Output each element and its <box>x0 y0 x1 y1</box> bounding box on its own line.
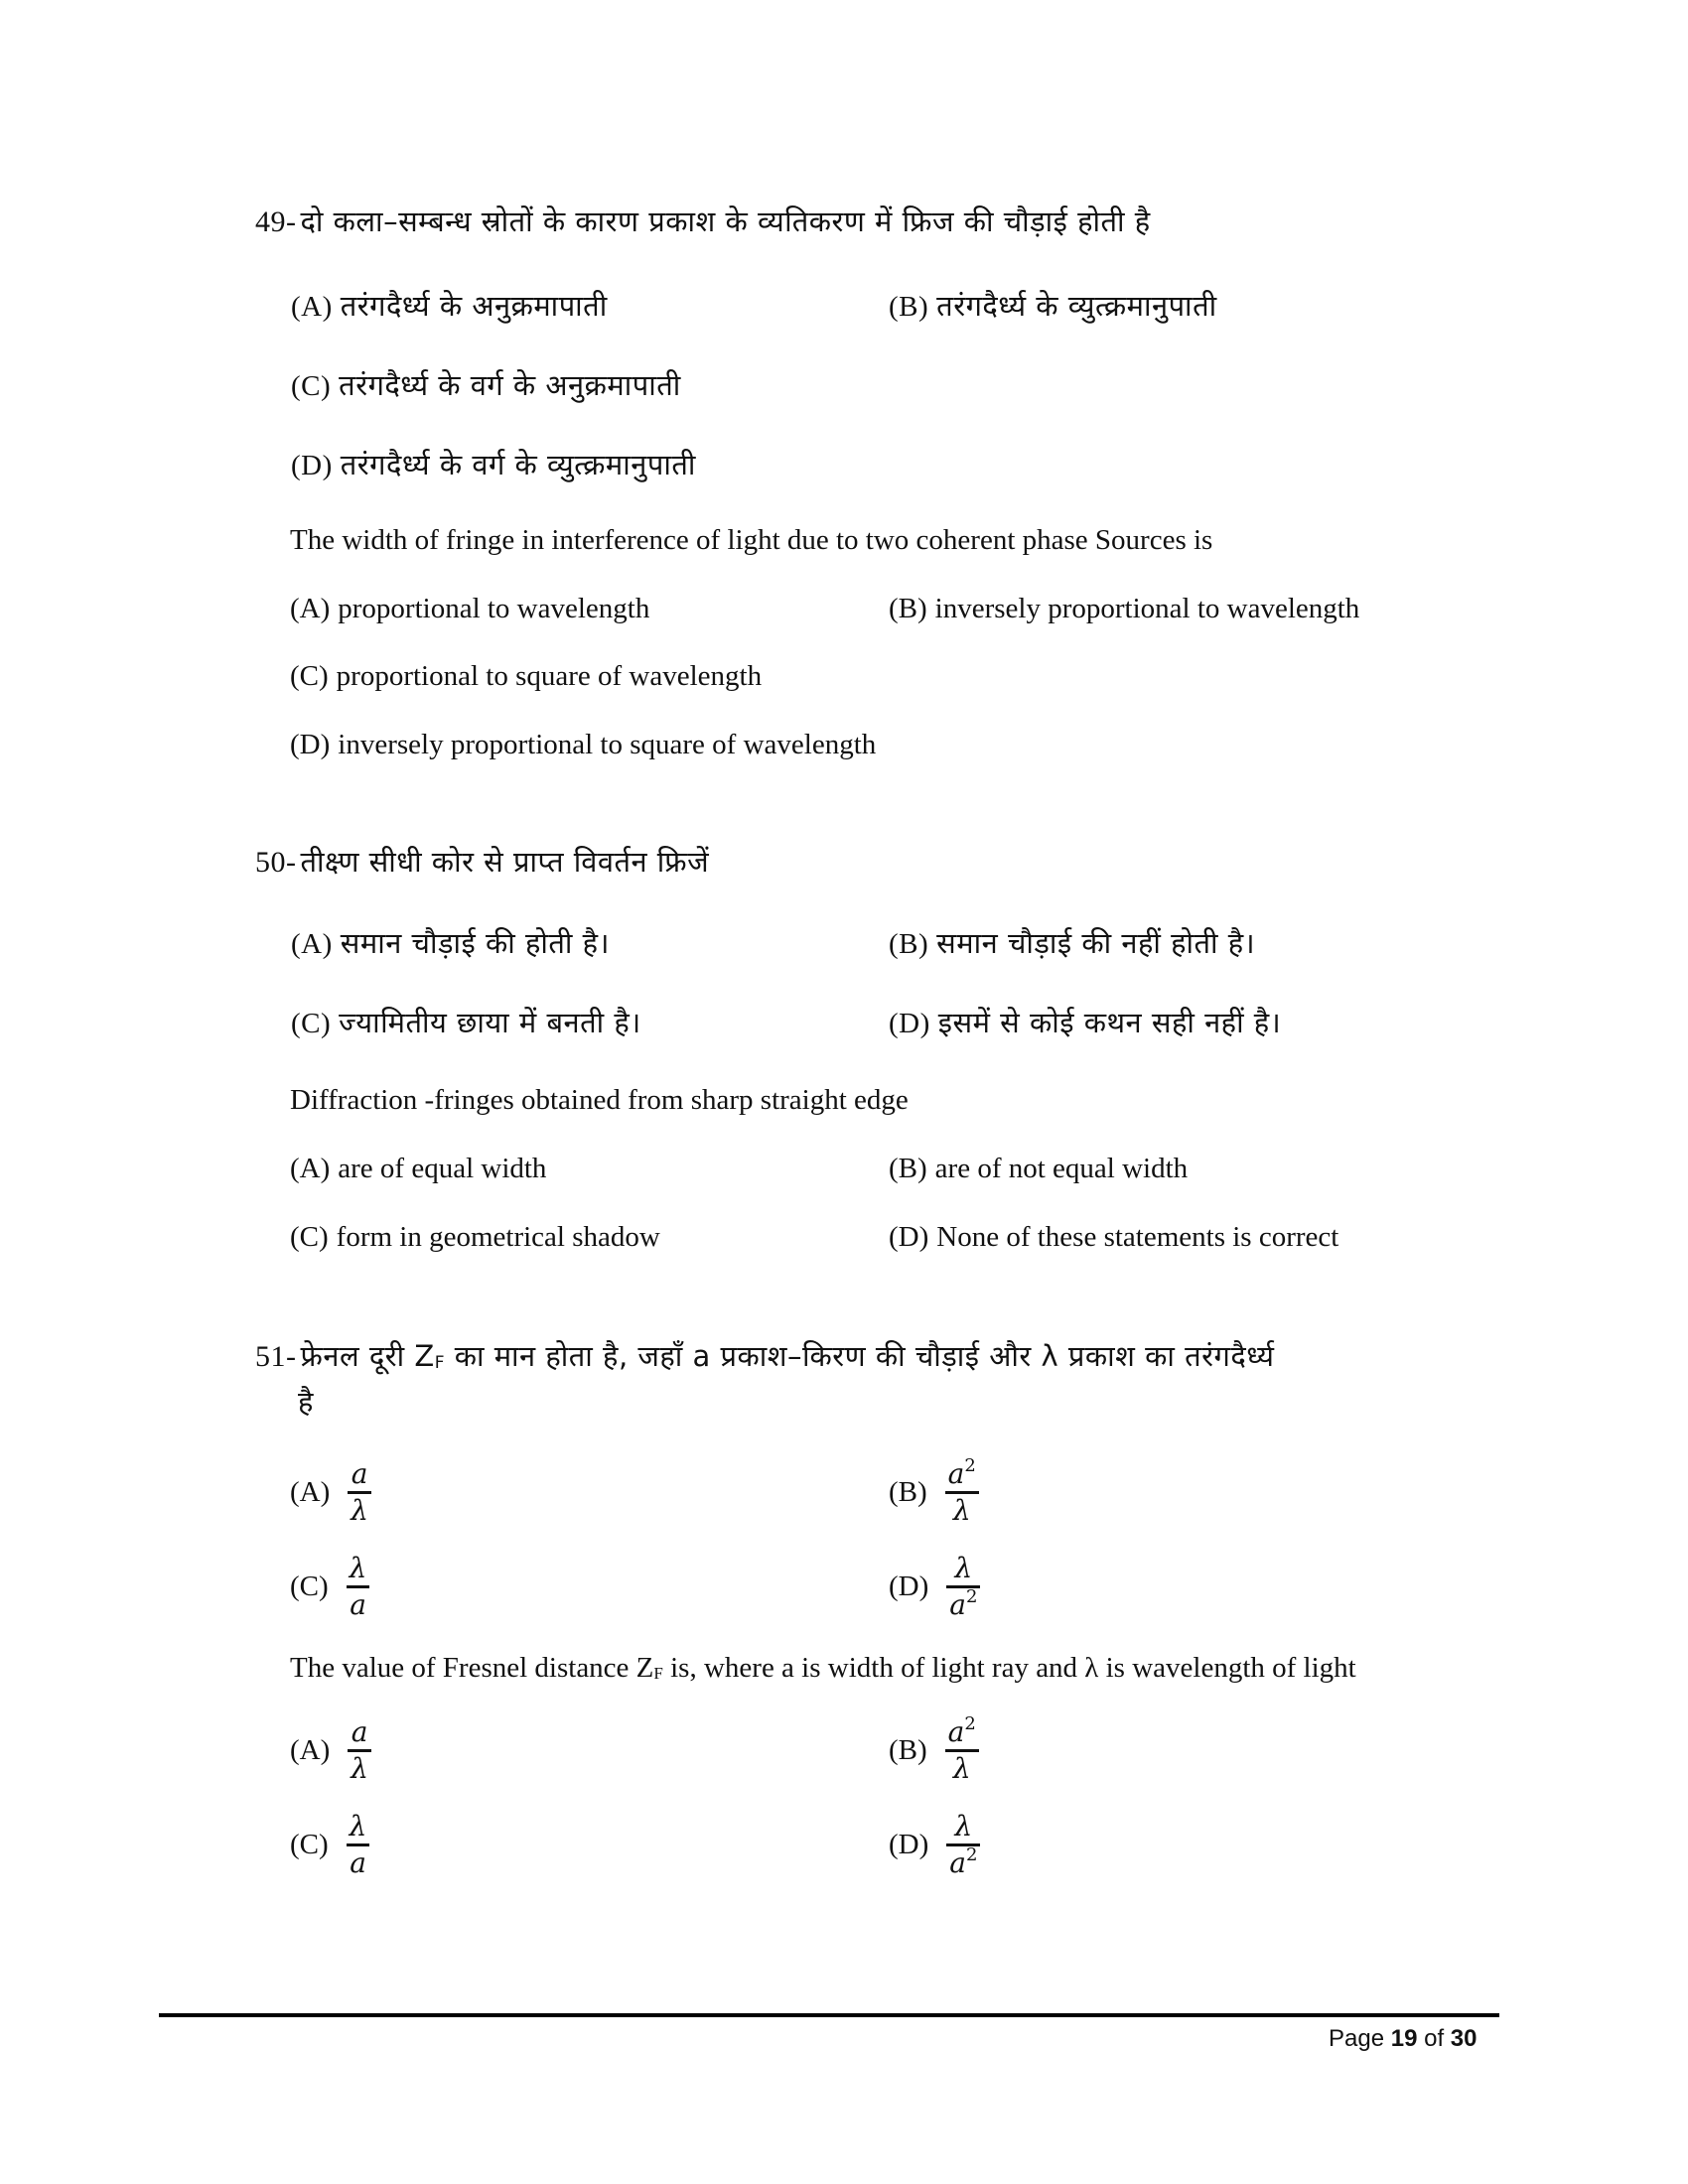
option-text: तरंगदैर्ध्य के वर्ग के व्युत्क्रमानुपाती <box>340 448 696 481</box>
q49-hi-option-b <box>889 286 1217 327</box>
option-text: form in geometrical shadow <box>336 1221 660 1253</box>
option-text: ज्यामितीय छाया में बनती है। <box>339 1006 641 1039</box>
question-text-cont: का मान होता है, जहाँ a प्रकाश–किरण की चौड़ाई और λ प्रकाश का तरंगदैर्ध्य <box>444 1339 1275 1373</box>
page-total: 30 <box>1450 2025 1477 2052</box>
option-label: (D) <box>889 1008 930 1039</box>
option-text: are of not equal width <box>934 1153 1189 1184</box>
option-label: (D) <box>889 1570 929 1602</box>
option-text: इसमें से कोई कथन सही नहीं है। <box>937 1006 1282 1039</box>
option-label: (A) <box>291 928 333 960</box>
fraction: $\frac{a^2}{\lambda}$ <box>945 1457 979 1528</box>
fraction: $\frac{\lambda}{a^2}$ <box>946 1810 980 1880</box>
option-label: (B) <box>889 1476 927 1508</box>
footer-divider <box>159 2013 1499 2017</box>
q51-hi-option-d <box>889 1552 980 1622</box>
question-number: 51- <box>255 1340 297 1373</box>
question-51-hindi <box>255 1336 1274 1383</box>
question-text: तीक्ष्ण सीधी कोर से प्राप्त विवर्तन फ्रिजें <box>300 845 710 879</box>
q51-hi-option-b <box>889 1457 979 1528</box>
option-label: (C) <box>290 660 329 692</box>
q51-hi-option-c <box>290 1552 369 1622</box>
question-50-english: Diffraction -fringes obtained from sharp straight edge <box>290 1084 909 1116</box>
q50-en-option-a <box>290 1149 546 1188</box>
option-label: (A) <box>290 1476 331 1508</box>
q51-en-option-a <box>290 1715 371 1786</box>
question-number: 49- <box>255 205 297 238</box>
option-text: तरंगदैर्ध्य के वर्ग के अनुक्रमापाती <box>339 368 681 402</box>
q50-hi-option-a <box>291 923 610 964</box>
option-label: (C) <box>291 370 332 402</box>
fraction: $\frac{\lambda}{a}$ <box>347 1810 370 1880</box>
fraction: $\frac{\lambda}{a}$ <box>347 1552 370 1622</box>
q50-en-option-c <box>290 1217 660 1257</box>
option-label: (C) <box>290 1570 329 1602</box>
page-prefix: Page <box>1329 2025 1385 2052</box>
option-text: तरंगदैर्ध्य के व्युत्क्रमानुपाती <box>936 289 1217 323</box>
q50-hi-option-c <box>291 1003 641 1043</box>
q50-en-option-b <box>889 1149 1188 1188</box>
fraction: $\frac{\lambda}{a^2}$ <box>946 1552 980 1622</box>
option-text: None of these statements is correct <box>936 1221 1339 1253</box>
question-number: 50- <box>255 846 297 879</box>
page-of: of <box>1424 2025 1445 2052</box>
option-text: समान चौड़ाई की होती है। <box>340 926 611 960</box>
option-text: तरंगदैर्ध्य के अनुक्रमापाती <box>340 289 608 323</box>
q50-hi-option-d <box>889 1003 1281 1043</box>
option-label: (D) <box>889 1221 929 1253</box>
option-text: inversely proportional to wavelength <box>934 593 1360 624</box>
q51-en-option-d <box>889 1810 980 1880</box>
q50-en-option-d <box>889 1217 1338 1257</box>
option-text: proportional to wavelength <box>338 593 650 624</box>
q50-hi-option-b <box>889 923 1255 964</box>
q51-en-option-c <box>290 1810 369 1880</box>
option-label: (C) <box>291 1008 332 1039</box>
option-label: (A) <box>291 291 333 323</box>
question-text: The value of Fresnel distance Z <box>290 1652 654 1684</box>
option-label: (B) <box>889 593 927 624</box>
question-text-cont: is, where a is width of light ray and λ is wavelength of light <box>662 1652 1356 1684</box>
question-text: दो कला–सम्बन्ध स्रोतों के कारण प्रकाश के व्यतिकरण में फ्रिज की चौड़ाई होती है <box>300 205 1151 238</box>
q49-en-option-d <box>290 725 876 764</box>
q51-hi-option-a <box>290 1457 371 1528</box>
option-label: (A) <box>290 1734 331 1766</box>
option-label: (D) <box>889 1829 929 1860</box>
fraction: $\frac{a}{\lambda}$ <box>348 1457 371 1528</box>
question-50-hindi <box>255 842 709 883</box>
question-text: फ्रेनल दूरी Z <box>300 1339 435 1373</box>
page-current: 19 <box>1390 2025 1418 2052</box>
q49-hi-option-a <box>291 286 608 327</box>
fraction: $\frac{a}{\lambda}$ <box>348 1715 371 1786</box>
q49-en-option-b <box>889 589 1359 628</box>
option-label: (D) <box>291 450 333 481</box>
option-label: (A) <box>290 1153 331 1184</box>
option-text: are of equal width <box>338 1153 547 1184</box>
option-label: (C) <box>290 1829 329 1860</box>
question-49-hindi <box>255 202 1151 242</box>
option-label: (A) <box>290 593 331 624</box>
question-49-english: The width of fringe in interference of light due to two coherent phase Sources is <box>290 524 1213 556</box>
option-label: (B) <box>889 291 929 323</box>
option-label: (C) <box>290 1221 329 1253</box>
option-label: (D) <box>290 729 331 760</box>
option-text: proportional to square of wavelength <box>336 660 763 692</box>
option-label: (B) <box>889 928 929 960</box>
option-label: (B) <box>889 1734 927 1766</box>
option-text: समान चौड़ाई की नहीं होती है। <box>936 926 1256 960</box>
question-51-english <box>290 1648 1356 1694</box>
page-number <box>1329 2021 1477 2057</box>
q49-hi-option-c <box>291 365 681 406</box>
q49-hi-option-d <box>291 445 696 485</box>
q49-en-option-c <box>290 656 762 696</box>
q49-en-option-a <box>290 589 649 628</box>
q51-en-option-b <box>889 1715 979 1786</box>
fraction: $\frac{a^2}{\lambda}$ <box>945 1715 979 1786</box>
subscript: F <box>653 1664 663 1683</box>
option-text: inversely proportional to square of wavelength <box>338 729 877 760</box>
subscript: F <box>434 1353 445 1373</box>
question-51-hindi-wrap: है <box>298 1385 314 1419</box>
option-label: (B) <box>889 1153 927 1184</box>
